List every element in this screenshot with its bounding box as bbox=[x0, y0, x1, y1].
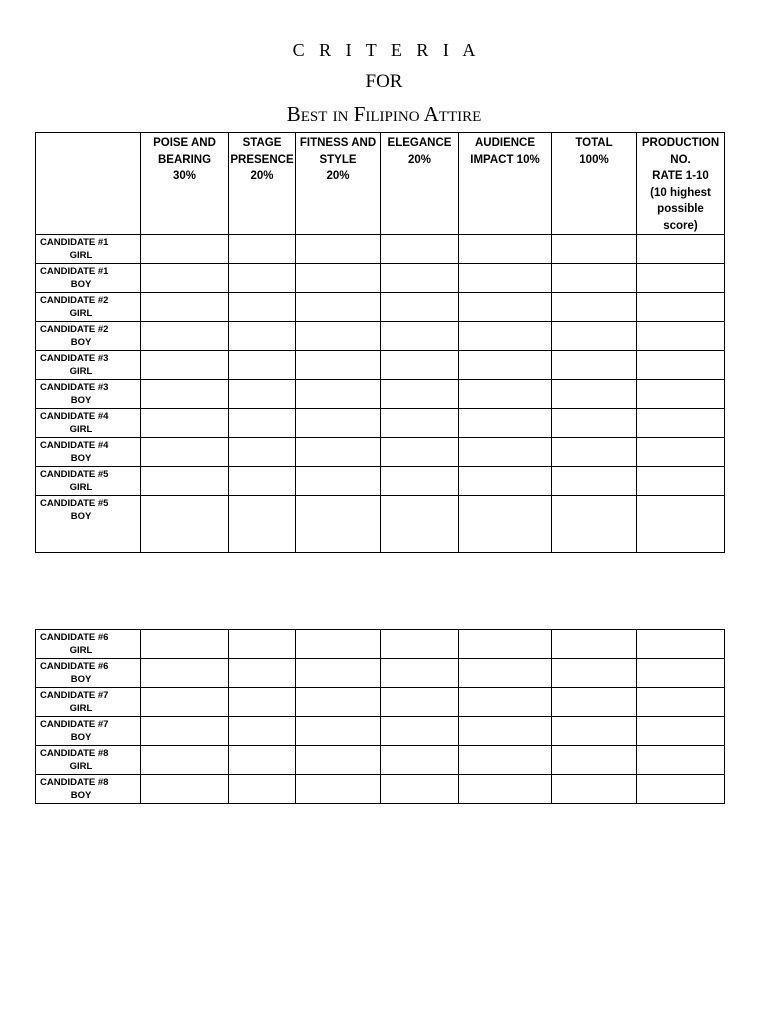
candidate-gender: GIRL bbox=[69, 761, 93, 772]
header-production-no bbox=[637, 133, 725, 235]
document-title bbox=[0, 34, 768, 130]
candidate-number: CANDIDATE #8 bbox=[40, 777, 109, 788]
candidate-gender: GIRL bbox=[69, 308, 93, 319]
header-line: FITNESS AND bbox=[299, 137, 377, 149]
score-cell-fitness[interactable] bbox=[296, 264, 381, 293]
score-cell-elegance[interactable] bbox=[381, 688, 459, 717]
candidate-number: CANDIDATE #7 bbox=[40, 690, 109, 701]
score-cell-stage[interactable] bbox=[229, 235, 296, 264]
score-cell-poise[interactable] bbox=[141, 380, 229, 409]
candidate-number: CANDIDATE #5 bbox=[40, 469, 109, 480]
candidate-number: CANDIDATE #2 bbox=[40, 295, 109, 306]
table-row bbox=[36, 322, 725, 351]
score-cell-fitness[interactable] bbox=[296, 746, 381, 775]
score-cell-fitness[interactable] bbox=[296, 775, 381, 804]
score-cell-production[interactable] bbox=[637, 380, 725, 409]
score-cell-elegance[interactable] bbox=[381, 467, 459, 496]
header-line: PRODUCTION bbox=[641, 137, 720, 149]
table-row bbox=[36, 380, 725, 409]
score-table-candidates-1-5 bbox=[35, 132, 725, 553]
score-cell-poise[interactable] bbox=[141, 746, 229, 775]
candidate-label-cell bbox=[36, 496, 141, 553]
table-row bbox=[36, 717, 725, 746]
score-cell-stage[interactable] bbox=[229, 293, 296, 322]
score-cell-fitness[interactable] bbox=[296, 351, 381, 380]
header-line: TOTAL bbox=[575, 137, 613, 149]
candidate-label-cell bbox=[36, 688, 141, 717]
score-cell-stage[interactable] bbox=[229, 438, 296, 467]
score-cell-poise[interactable] bbox=[141, 235, 229, 264]
score-cell-audience[interactable] bbox=[459, 351, 552, 380]
candidate-gender: GIRL bbox=[69, 250, 93, 261]
score-cell-poise[interactable] bbox=[141, 351, 229, 380]
score-cell-audience[interactable] bbox=[459, 438, 552, 467]
candidate-label-cell bbox=[36, 659, 141, 688]
score-cell-audience[interactable] bbox=[459, 659, 552, 688]
table-row bbox=[36, 235, 725, 264]
header-line: score) bbox=[663, 219, 698, 232]
score-cell-stage[interactable] bbox=[229, 322, 296, 351]
candidate-number: CANDIDATE #3 bbox=[40, 353, 109, 364]
candidate-number: CANDIDATE #6 bbox=[40, 632, 109, 643]
table-row bbox=[36, 630, 725, 659]
score-cell-elegance[interactable] bbox=[381, 746, 459, 775]
score-cell-fitness[interactable] bbox=[296, 235, 381, 264]
candidate-gender: BOY bbox=[70, 674, 92, 685]
table-row bbox=[36, 688, 725, 717]
score-cell-poise[interactable] bbox=[141, 467, 229, 496]
score-cell-fitness[interactable] bbox=[296, 293, 381, 322]
header-line: AUDIENCE bbox=[474, 137, 536, 149]
score-cell-fitness[interactable] bbox=[296, 380, 381, 409]
score-cell-stage[interactable] bbox=[229, 775, 296, 804]
candidate-label-cell bbox=[36, 351, 141, 380]
score-cell-elegance[interactable] bbox=[381, 409, 459, 438]
score-cell-fitness[interactable] bbox=[296, 717, 381, 746]
score-cell-audience[interactable] bbox=[459, 264, 552, 293]
header-line: BEARING bbox=[157, 153, 212, 166]
score-cell-stage[interactable] bbox=[229, 467, 296, 496]
score-table-candidates-6-8 bbox=[35, 629, 725, 804]
score-cell-audience[interactable] bbox=[459, 293, 552, 322]
score-cell-poise[interactable] bbox=[141, 438, 229, 467]
score-cell-stage[interactable] bbox=[229, 688, 296, 717]
candidate-gender: GIRL bbox=[69, 703, 93, 714]
score-cell-audience[interactable] bbox=[459, 322, 552, 351]
candidate-label-cell bbox=[36, 235, 141, 264]
score-cell-audience[interactable] bbox=[459, 775, 552, 804]
score-cell-stage[interactable] bbox=[229, 409, 296, 438]
table-row bbox=[36, 264, 725, 293]
score-cell-poise[interactable] bbox=[141, 775, 229, 804]
title-best-in-filipino-attire: Best in Filipino Attire bbox=[286, 102, 482, 126]
table-row bbox=[36, 351, 725, 380]
candidate-gender: GIRL bbox=[69, 366, 93, 377]
candidate-gender: BOY bbox=[70, 790, 92, 801]
header-line: 30% bbox=[172, 170, 197, 182]
score-cell-production[interactable] bbox=[637, 438, 725, 467]
score-cell-fitness[interactable] bbox=[296, 659, 381, 688]
score-cell-production[interactable] bbox=[637, 496, 725, 553]
header-line: 100% bbox=[579, 153, 609, 166]
candidate-number: CANDIDATE #3 bbox=[40, 382, 109, 393]
score-cell-production[interactable] bbox=[637, 659, 725, 688]
header-line: IMPACT 10% bbox=[470, 153, 540, 166]
score-cell-elegance[interactable] bbox=[381, 322, 459, 351]
score-cell-total[interactable] bbox=[552, 380, 637, 409]
score-cell-total[interactable] bbox=[552, 775, 637, 804]
score-cell-stage[interactable] bbox=[229, 496, 296, 553]
candidate-gender: BOY bbox=[70, 732, 92, 743]
candidate-number: CANDIDATE #2 bbox=[40, 324, 109, 335]
candidate-label-cell bbox=[36, 409, 141, 438]
header-poise-and-bearing bbox=[141, 133, 229, 235]
score-cell-total[interactable] bbox=[552, 467, 637, 496]
score-cell-audience[interactable] bbox=[459, 235, 552, 264]
header-total bbox=[552, 133, 637, 235]
score-cell-total[interactable] bbox=[552, 496, 637, 553]
score-cell-stage[interactable] bbox=[229, 717, 296, 746]
score-cell-poise[interactable] bbox=[141, 688, 229, 717]
header-line: POISE AND bbox=[153, 137, 216, 149]
score-cell-fitness[interactable] bbox=[296, 496, 381, 553]
candidate-number: CANDIDATE #5 bbox=[40, 498, 109, 509]
candidate-gender: GIRL bbox=[69, 424, 93, 435]
table-row bbox=[36, 438, 725, 467]
score-cell-poise[interactable] bbox=[141, 717, 229, 746]
candidate-label-cell bbox=[36, 380, 141, 409]
header-line: 20% bbox=[250, 170, 274, 182]
score-cell-elegance[interactable] bbox=[381, 717, 459, 746]
score-cell-elegance[interactable] bbox=[381, 264, 459, 293]
header-stage-presence bbox=[229, 133, 296, 235]
score-cell-production[interactable] bbox=[637, 235, 725, 264]
header-blank-cell bbox=[36, 133, 141, 235]
score-cell-audience[interactable] bbox=[459, 380, 552, 409]
score-cell-fitness[interactable] bbox=[296, 409, 381, 438]
candidate-label-cell bbox=[36, 746, 141, 775]
score-cell-elegance[interactable] bbox=[381, 438, 459, 467]
score-cell-fitness[interactable] bbox=[296, 630, 381, 659]
score-cell-poise[interactable] bbox=[141, 630, 229, 659]
table-row bbox=[36, 746, 725, 775]
header-line: PRESENCE bbox=[230, 153, 294, 166]
score-cell-production[interactable] bbox=[637, 409, 725, 438]
table-row bbox=[36, 496, 725, 553]
header-line: 20% bbox=[326, 170, 350, 182]
candidate-number: CANDIDATE #1 bbox=[40, 237, 109, 248]
table-row bbox=[36, 659, 725, 688]
header-line: RATE 1-10 bbox=[652, 170, 709, 182]
score-cell-elegance[interactable] bbox=[381, 351, 459, 380]
candidate-label-cell bbox=[36, 264, 141, 293]
score-cell-poise[interactable] bbox=[141, 293, 229, 322]
score-cell-production[interactable] bbox=[637, 746, 725, 775]
score-cell-elegance[interactable] bbox=[381, 630, 459, 659]
candidate-label-cell bbox=[36, 775, 141, 804]
header-fitness-and-style bbox=[296, 133, 381, 235]
candidate-label-cell bbox=[36, 322, 141, 351]
table-row bbox=[36, 775, 725, 804]
candidate-gender: BOY bbox=[70, 395, 92, 406]
score-cell-production[interactable] bbox=[637, 630, 725, 659]
candidate-label-cell bbox=[36, 717, 141, 746]
score-cell-audience[interactable] bbox=[459, 717, 552, 746]
header-line: ELEGANCE bbox=[387, 137, 452, 149]
score-cell-audience[interactable] bbox=[459, 688, 552, 717]
score-cell-production[interactable] bbox=[637, 322, 725, 351]
score-cell-elegance[interactable] bbox=[381, 380, 459, 409]
score-cell-production[interactable] bbox=[637, 717, 725, 746]
header-line: STYLE bbox=[319, 153, 357, 166]
score-cell-poise[interactable] bbox=[141, 322, 229, 351]
score-cell-total[interactable] bbox=[552, 264, 637, 293]
score-cell-elegance[interactable] bbox=[381, 235, 459, 264]
header-line: (10 highest bbox=[650, 186, 711, 199]
header-row bbox=[36, 133, 725, 235]
candidate-label-cell bbox=[36, 467, 141, 496]
score-cell-audience[interactable] bbox=[459, 409, 552, 438]
score-cell-total[interactable] bbox=[552, 351, 637, 380]
candidate-label-cell bbox=[36, 438, 141, 467]
score-cell-elegance[interactable] bbox=[381, 293, 459, 322]
score-cell-production[interactable] bbox=[637, 264, 725, 293]
score-cell-poise[interactable] bbox=[141, 409, 229, 438]
table-row bbox=[36, 293, 725, 322]
score-cell-stage[interactable] bbox=[229, 351, 296, 380]
score-cell-total[interactable] bbox=[552, 746, 637, 775]
candidate-number: CANDIDATE #8 bbox=[40, 748, 109, 759]
candidate-gender: BOY bbox=[70, 337, 92, 348]
candidate-number: CANDIDATE #4 bbox=[40, 440, 109, 451]
candidate-label-cell bbox=[36, 630, 141, 659]
score-cell-elegance[interactable] bbox=[381, 659, 459, 688]
header-line: STAGE bbox=[242, 137, 282, 149]
score-cell-stage[interactable] bbox=[229, 380, 296, 409]
score-cell-production[interactable] bbox=[637, 775, 725, 804]
candidate-gender: BOY bbox=[70, 511, 92, 522]
score-cell-total[interactable] bbox=[552, 293, 637, 322]
score-cell-total[interactable] bbox=[552, 659, 637, 688]
header-elegance bbox=[381, 133, 459, 235]
title-for: FOR bbox=[365, 71, 403, 92]
score-cell-elegance[interactable] bbox=[381, 496, 459, 553]
score-cell-total[interactable] bbox=[552, 688, 637, 717]
title-criteria: C R I T E R I A bbox=[292, 40, 481, 60]
score-cell-audience[interactable] bbox=[459, 467, 552, 496]
score-cell-fitness[interactable] bbox=[296, 322, 381, 351]
score-cell-production[interactable] bbox=[637, 293, 725, 322]
candidate-number: CANDIDATE #6 bbox=[40, 661, 109, 672]
score-cell-audience[interactable] bbox=[459, 746, 552, 775]
score-cell-poise[interactable] bbox=[141, 264, 229, 293]
candidate-gender: GIRL bbox=[69, 482, 93, 493]
score-cell-fitness[interactable] bbox=[296, 688, 381, 717]
header-line: possible bbox=[657, 203, 704, 215]
score-cell-elegance[interactable] bbox=[381, 775, 459, 804]
header-line: NO. bbox=[670, 153, 691, 166]
score-cell-total[interactable] bbox=[552, 409, 637, 438]
score-cell-total[interactable] bbox=[552, 630, 637, 659]
candidate-gender: GIRL bbox=[69, 645, 93, 656]
score-cell-poise[interactable] bbox=[141, 496, 229, 553]
score-cell-production[interactable] bbox=[637, 351, 725, 380]
table-row bbox=[36, 467, 725, 496]
score-cell-audience[interactable] bbox=[459, 630, 552, 659]
score-cell-production[interactable] bbox=[637, 467, 725, 496]
score-cell-total[interactable] bbox=[552, 322, 637, 351]
score-cell-production[interactable] bbox=[637, 688, 725, 717]
score-cell-fitness[interactable] bbox=[296, 467, 381, 496]
score-cell-total[interactable] bbox=[552, 438, 637, 467]
candidate-gender: BOY bbox=[70, 453, 92, 464]
header-line: 20% bbox=[407, 153, 432, 166]
score-cell-stage[interactable] bbox=[229, 746, 296, 775]
score-cell-poise[interactable] bbox=[141, 659, 229, 688]
score-cell-total[interactable] bbox=[552, 717, 637, 746]
candidate-label-cell bbox=[36, 293, 141, 322]
score-cell-audience[interactable] bbox=[459, 496, 552, 553]
candidate-number: CANDIDATE #4 bbox=[40, 411, 109, 422]
score-cell-fitness[interactable] bbox=[296, 438, 381, 467]
score-cell-stage[interactable] bbox=[229, 659, 296, 688]
candidate-number: CANDIDATE #7 bbox=[40, 719, 109, 730]
score-cell-stage[interactable] bbox=[229, 264, 296, 293]
header-audience-impact bbox=[459, 133, 552, 235]
candidate-number: CANDIDATE #1 bbox=[40, 266, 109, 277]
table-row bbox=[36, 409, 725, 438]
candidate-gender: BOY bbox=[70, 279, 92, 290]
score-cell-stage[interactable] bbox=[229, 630, 296, 659]
score-cell-total[interactable] bbox=[552, 235, 637, 264]
